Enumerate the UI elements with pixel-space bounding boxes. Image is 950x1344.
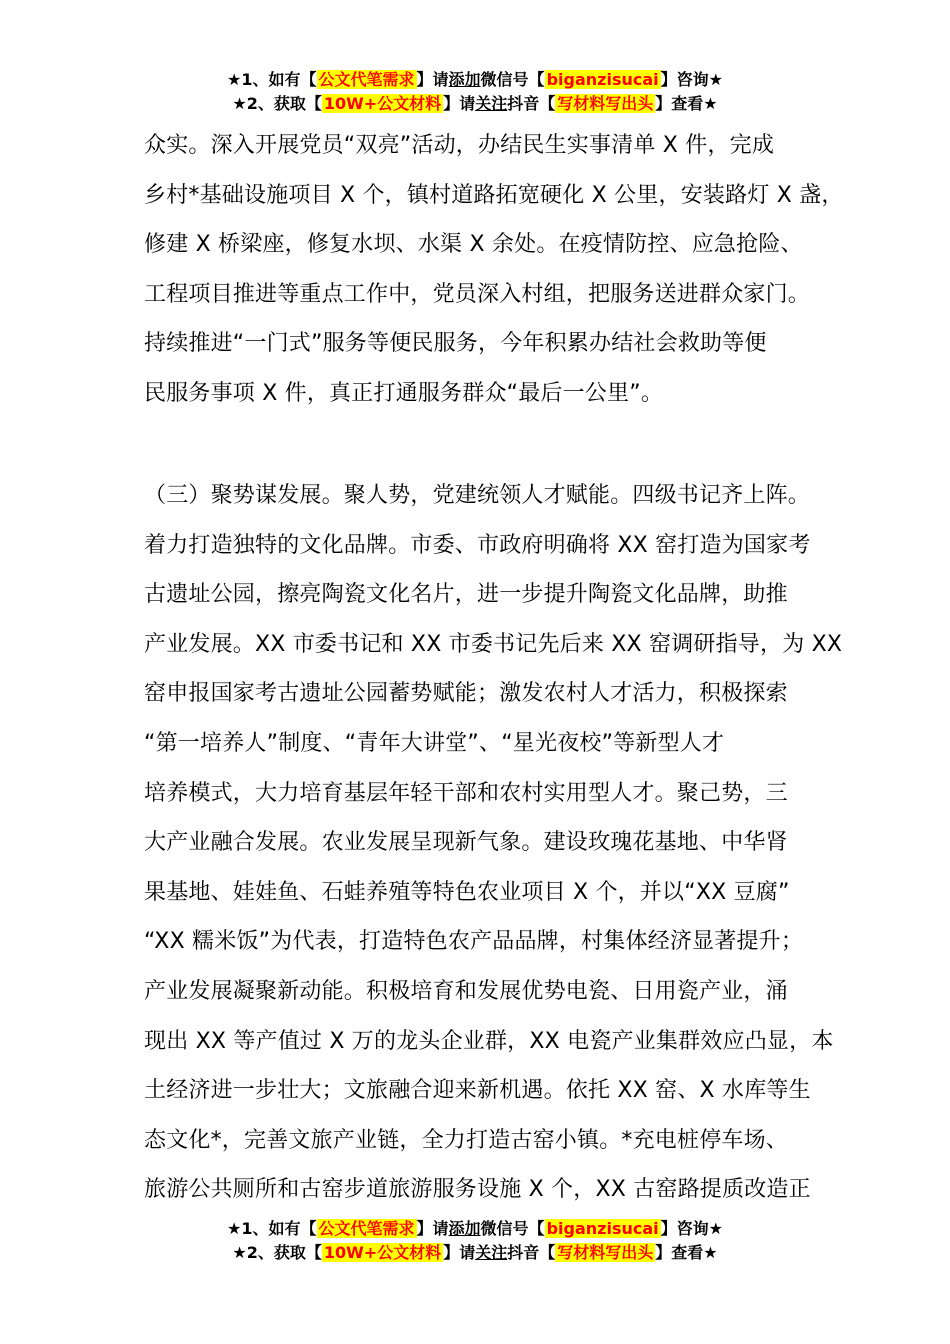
text-line: 态文化*，完善文旅产业链，全力打造古窑小镇。*充电桩停车场、 <box>144 1127 789 1153</box>
banner-line-1 <box>0 68 950 92</box>
banner-text: 】请 <box>443 1243 476 1262</box>
banner-highlight: 写材料写出头 <box>557 1243 654 1262</box>
banner-text: 】查看★ <box>655 94 718 113</box>
banner-text: 】查看★ <box>655 1243 718 1262</box>
banner-highlight: biganzisucai <box>546 70 659 89</box>
text-line: （三）聚势谋发展。聚人势，党建统领人才赋能。四级书记齐上阵。 <box>144 483 811 508</box>
text-line: “第一培养人”制度、“青年大讲堂”、“星光夜校”等新型人才 <box>144 730 725 756</box>
banner-text: 抖音【 <box>507 1243 556 1262</box>
text-line: 旅游公共厕所和古窑步道旅游服务设施 X 个，XX 古窑路提质改造正 <box>144 1177 811 1203</box>
banner-emphasis: 关注 <box>475 1243 508 1262</box>
banner-highlight: 10W+公文材料 <box>323 1243 442 1262</box>
text-line: 持续推进“一门式”服务等便民服务，今年积累办结社会救助等便 <box>144 331 767 357</box>
banner-text: 微信号【 <box>480 70 545 89</box>
text-line: 培养模式，大力培育基层年轻干部和农村实用型人才。聚己势，三 <box>144 780 788 806</box>
banner-highlight: 公文代笔需求 <box>318 70 415 89</box>
banner-text: 】请 <box>416 70 449 89</box>
text-line: 乡村*基础设施项目 X 个，镇村道路拓宽硬化 X 公里，安装路灯 X 盏， <box>144 182 844 208</box>
text-line: 产业发展。XX 市委书记和 XX 市委书记先后来 XX 窑调研指导，为 XX <box>144 631 843 657</box>
text-line: 古遗址公园，擦亮陶瓷文化名片，进一步提升陶瓷文化品牌，助推 <box>144 582 788 608</box>
banner-text: 】请 <box>416 1219 449 1238</box>
banner-text: ★2、获取【 <box>232 94 322 113</box>
text-line: 修建 X 桥梁座，修复水坝、水渠 X 余处。在疫情防控、应急抢险、 <box>144 232 803 258</box>
banner-text: ★1、如有【 <box>227 70 317 89</box>
header-banner <box>0 68 950 116</box>
banner-highlight: 写材料写出头 <box>557 94 654 113</box>
text-line: 土经济进一步壮大；文旅融合迎来新机遇。依托 XX 窑、X 水库等生 <box>144 1078 811 1104</box>
text-line: 着力打造独特的文化品牌。市委、市政府明确将 XX 窑打造为国家考 <box>144 532 811 558</box>
banner-text: ★1、如有【 <box>227 1219 317 1238</box>
banner-text: ★2、获取【 <box>232 1243 322 1262</box>
banner-text: 】咨询★ <box>660 70 723 89</box>
text-line: 现出 XX 等产值过 X 万的龙头企业群，XX 电瓷产业集群效应凸显，本 <box>144 1028 834 1054</box>
banner-emphasis: 添加 <box>448 70 481 89</box>
banner-emphasis: 添加 <box>448 1219 481 1238</box>
banner-line-1 <box>0 1217 950 1241</box>
banner-line-2 <box>0 1241 950 1265</box>
text-line: “XX 糯米饭”为代表，打造特色农产品品牌，村集体经济显著提升； <box>144 929 804 955</box>
banner-text: 】请 <box>443 94 476 113</box>
text-line: 民服务事项 X 件，真正打通服务群众“最后一公里”。 <box>144 380 664 406</box>
text-line: 产业发展凝聚新动能。积极培育和发展优势电瓷、日用瓷产业，涌 <box>144 978 788 1004</box>
paragraph-2 <box>144 471 844 1215</box>
banner-emphasis: 关注 <box>475 94 508 113</box>
text-line: 工程项目推进等重点工作中，党员深入村组，把服务送进群众家门。 <box>144 281 811 307</box>
banner-line-2 <box>0 92 950 116</box>
text-line: 窑申报国家考古遗址公园蓄势赋能；激发农村人才活力，积极探索 <box>144 681 788 707</box>
banner-text: 微信号【 <box>480 1219 545 1238</box>
banner-text: 抖音【 <box>507 94 556 113</box>
text-line: 大产业融合发展。农业发展呈现新气象。建设玫瑰花基地、中华肾 <box>144 830 788 856</box>
text-line: 果基地、娃娃鱼、石蛙养殖等特色农业项目 X 个，并以“XX 豆腐” <box>144 879 790 905</box>
banner-highlight: 10W+公文材料 <box>323 94 442 113</box>
banner-text: 】咨询★ <box>660 1219 723 1238</box>
footer-banner <box>0 1217 950 1265</box>
banner-highlight: 公文代笔需求 <box>318 1219 415 1238</box>
banner-highlight: biganzisucai <box>546 1219 659 1238</box>
paragraph-1 <box>144 121 844 419</box>
text-line: 众实。深入开展党员“双亮”活动，办结民生实事清单 X 件，完成 <box>144 133 775 158</box>
